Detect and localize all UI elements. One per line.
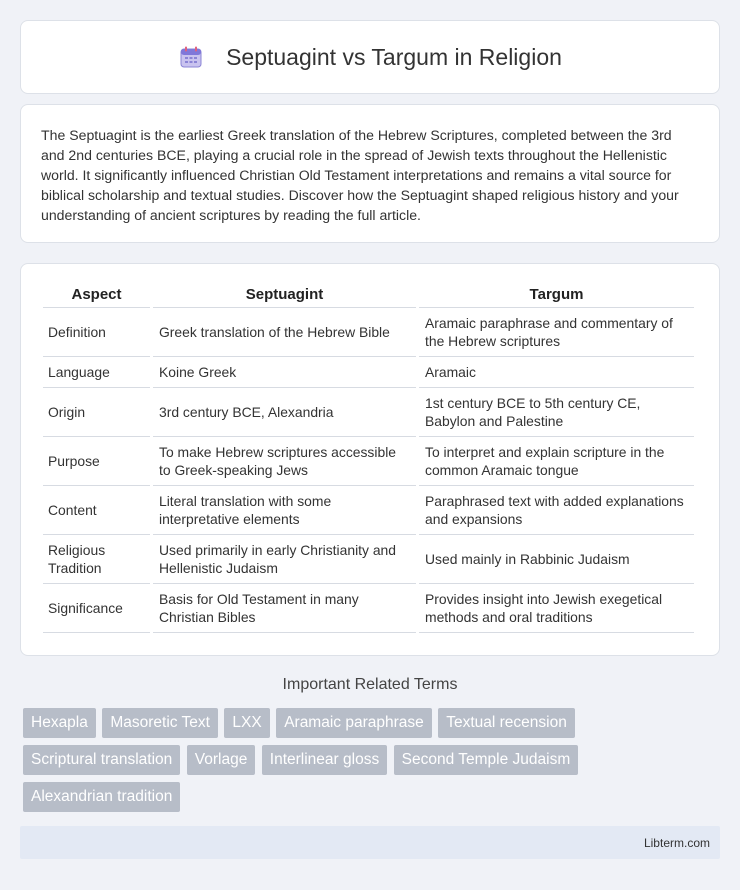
footer-site-link[interactable]: Libterm.com	[643, 836, 710, 850]
related-terms-title: Important Related Terms	[282, 676, 458, 693]
table-row	[43, 584, 694, 633]
row-aspect: Significance	[43, 584, 150, 633]
row-septuagint: Literal translation with some interpretative elements	[153, 486, 416, 535]
table-row	[43, 486, 694, 535]
table-row	[43, 357, 694, 388]
comparison-card	[20, 263, 720, 656]
row-aspect: Origin	[43, 388, 150, 437]
tag-vorlage[interactable]: Vorlage	[187, 745, 256, 775]
row-targum: Aramaic paraphrase and commentary of the Hebrew scriptures	[419, 308, 694, 357]
header-aspect: Aspect	[43, 286, 150, 308]
row-targum: Paraphrased text with added explanations and expansions	[419, 486, 694, 535]
tag-second-temple-judaism[interactable]: Second Temple Judaism	[394, 745, 579, 775]
row-aspect: Definition	[43, 308, 150, 357]
row-aspect: Language	[43, 357, 150, 388]
table-row	[43, 308, 694, 357]
tag-alexandrian-tradition[interactable]: Alexandrian tradition	[23, 782, 180, 812]
header-septuagint: Septuagint	[153, 286, 416, 308]
table-row	[43, 535, 694, 584]
row-septuagint: 3rd century BCE, Alexandria	[153, 388, 416, 437]
page-title: Septuagint vs Targum in Religion	[226, 43, 562, 70]
row-targum: Provides insight into Jewish exegetical methods and oral traditions	[419, 584, 694, 633]
tag-textual-recension[interactable]: Textual recension	[438, 708, 575, 738]
row-aspect: Religious Tradition	[43, 535, 150, 584]
header-card	[20, 20, 720, 94]
comparison-table	[40, 286, 697, 633]
tag-masoretic-text[interactable]: Masoretic Text	[102, 708, 218, 738]
related-terms-tags	[23, 708, 723, 819]
tag-scriptural-translation[interactable]: Scriptural translation	[23, 745, 180, 775]
row-targum: To interpret and explain scripture in the common Aramaic tongue	[419, 437, 694, 486]
intro-text: The Septuagint is the earliest Greek translation of the Hebrew Scriptures, completed between the 3rd and 2nd centuries BCE, playing a crucial role in the spread of Jewish texts throughout the Hellenistic world. It significantly influenced Christian Old Testament interpretations and remains a vital source for biblical scholarship and textual studies. Discover how the Septuagint shaped religious history and your understanding of ancient scriptures by reading the full article.	[41, 127, 679, 223]
row-septuagint: Greek translation of the Hebrew Bible	[153, 308, 416, 357]
row-septuagint: Used primarily in early Christianity and Hellenistic Judaism	[153, 535, 416, 584]
table-row	[43, 388, 694, 437]
intro-card	[20, 104, 720, 243]
header-targum: Targum	[419, 286, 694, 308]
tag-lxx[interactable]: LXX	[224, 708, 269, 738]
tag-interlinear-gloss[interactable]: Interlinear gloss	[262, 745, 387, 775]
row-septuagint: Basis for Old Testament in many Christian Bibles	[153, 584, 416, 633]
tag-hexapla[interactable]: Hexapla	[23, 708, 96, 738]
row-targum: Aramaic	[419, 357, 694, 388]
calendar-icon	[178, 44, 204, 70]
footer	[20, 826, 720, 859]
row-targum: Used mainly in Rabbinic Judaism	[419, 535, 694, 584]
row-septuagint: Koine Greek	[153, 357, 416, 388]
row-septuagint: To make Hebrew scriptures accessible to Greek-speaking Jews	[153, 437, 416, 486]
table-header-row	[43, 286, 694, 308]
row-aspect: Purpose	[43, 437, 150, 486]
row-aspect: Content	[43, 486, 150, 535]
table-row	[43, 437, 694, 486]
tag-aramaic-paraphrase[interactable]: Aramaic paraphrase	[276, 708, 432, 738]
row-targum: 1st century BCE to 5th century CE, Babylon and Palestine	[419, 388, 694, 437]
